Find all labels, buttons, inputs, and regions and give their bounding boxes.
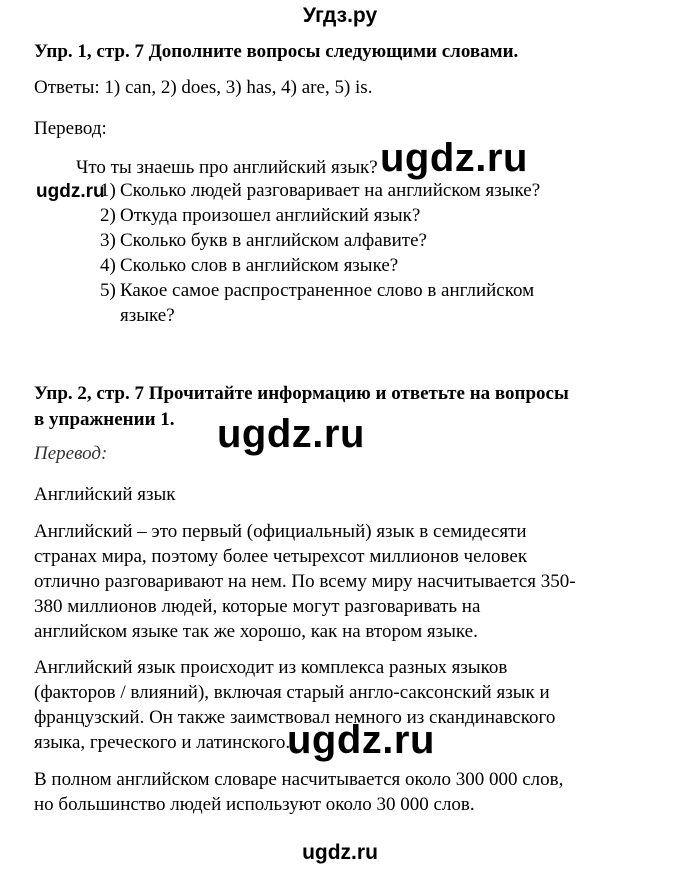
- list-item-number: 4): [100, 255, 116, 276]
- list-item-5-continuation: языке?: [120, 305, 175, 326]
- paragraph-1-line-4: 380 миллионов людей, которые могут разговаривать на: [34, 596, 481, 617]
- exercise-2-title-line-2: в упражнении 1.: [34, 409, 175, 430]
- watermark-large-3: ugdz.ru: [287, 718, 435, 762]
- list-item-3: [100, 230, 427, 252]
- paragraph-2-line-3: французский. Он также заимствовал немного из скандинавского: [34, 707, 556, 728]
- paragraph-2-line-4: языка, греческого и латинского.: [34, 732, 291, 753]
- paragraph-3-line-1: В полном английском словаре насчитывается около 300 000 слов,: [34, 769, 564, 790]
- exercise-2-title-line-1: Упр. 2, стр. 7 Прочитайте информацию и ответьте на вопросы: [34, 383, 569, 404]
- exercise-2-subtitle: Английский язык: [34, 484, 176, 505]
- list-item-number: 5): [100, 280, 116, 301]
- list-item-text: Откуда произошел английский язык?: [120, 205, 421, 226]
- exercise-1-translation-label: Перевод:: [34, 118, 107, 139]
- list-item-2: [100, 205, 421, 227]
- site-title: Угдз.ру: [302, 4, 378, 27]
- exercise-1-title: Упр. 1, стр. 7 Дополните вопросы следующими словами.: [34, 41, 519, 62]
- list-item-text: Сколько букв в английском алфавите?: [120, 230, 427, 251]
- footer-watermark: ugdz.ru: [302, 841, 378, 864]
- watermark-small-1: ugdz.ru: [36, 181, 105, 202]
- list-item-number: 2): [100, 205, 116, 226]
- list-item-text: Сколько слов в английском языке?: [120, 255, 399, 276]
- paragraph-1-line-1: Английский – это первый (официальный) язык в семидесяти: [34, 521, 527, 542]
- paragraph-1-line-3: отлично разговаривают на нем. По всему миру насчитывается 350-: [34, 571, 576, 592]
- exercise-1-answers: Ответы: 1) can, 2) does, 3) has, 4) are, 5) is.: [34, 77, 373, 98]
- paragraph-2-line-2: (факторов / влияний), включая старый англо-саксонский язык и: [34, 682, 550, 703]
- exercise-2-translation-label: Перевод:: [34, 443, 108, 464]
- list-item-5: [100, 280, 535, 302]
- list-item-number: 3): [100, 230, 116, 251]
- list-item-4: [100, 255, 399, 277]
- list-item-text: Сколько людей разговаривает на английском языке?: [120, 180, 541, 201]
- list-item-text: Какое самое распространенное слово в английском: [120, 280, 535, 301]
- watermark-large-1: ugdz.ru: [380, 136, 528, 180]
- exercise-1-intro-question: Что ты знаешь про английский язык?: [76, 157, 378, 178]
- paragraph-1-line-2: странах мира, поэтому более четырехсот миллионов человек: [34, 546, 528, 567]
- list-item-1: [100, 180, 541, 202]
- paragraph-1-line-5: английском языке так же хорошо, как на втором языке.: [34, 621, 478, 642]
- list-item-number: 1): [100, 180, 116, 201]
- paragraph-3-line-2: но большинство людей используют около 30 000 слов.: [34, 794, 475, 815]
- paragraph-2-line-1: Английский язык происходит из комплекса разных языков: [34, 657, 508, 678]
- watermark-large-2: ugdz.ru: [217, 412, 365, 456]
